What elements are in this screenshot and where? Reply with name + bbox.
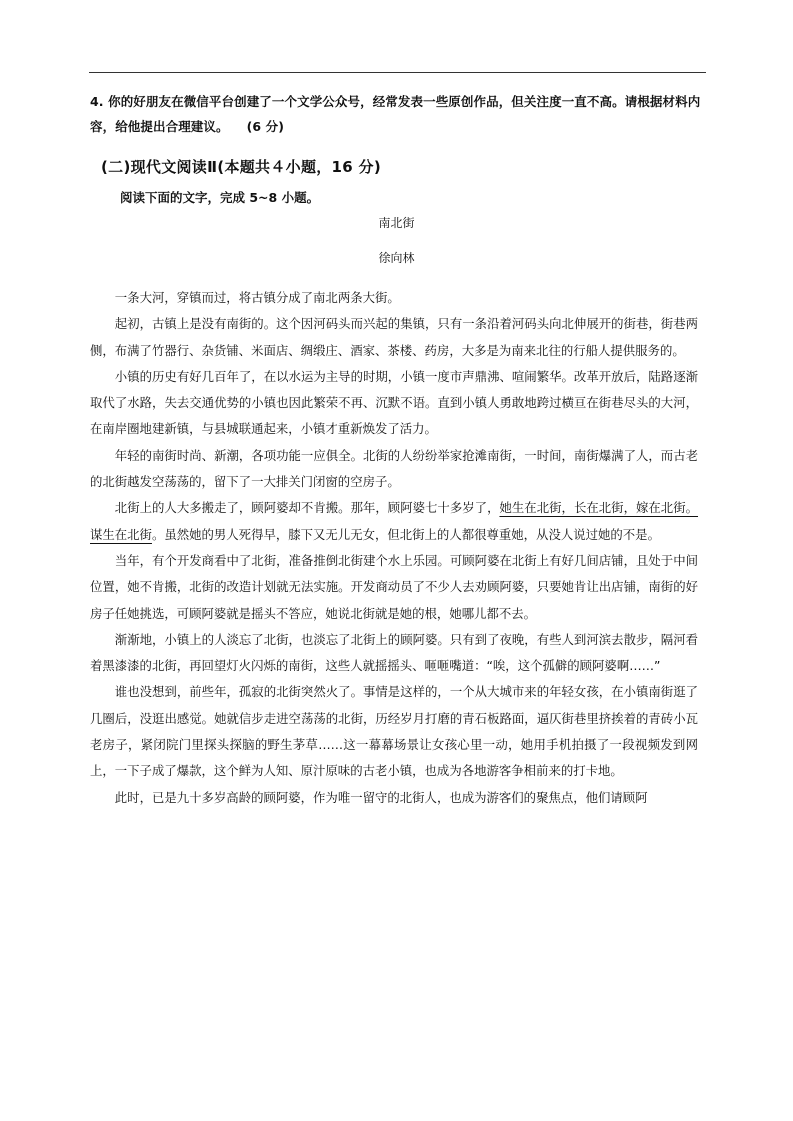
paragraph-6: 当年，有个开发商看中了北街，准备推倒北街建个水上乐园。可顾阿婆在北街上有好几间店铺，且处于中间位置，她不肯搬，北街的改造计划就无法实施。开发商动员了不少人去劝顾阿婆，只要她肯让出店铺，南街的好房子任她挑选，可顾阿婆就是摇头不答应，她说北街就是她的根，她哪儿都不去。 bbox=[90, 552, 698, 621]
question-4-score: (6 分) bbox=[246, 119, 285, 134]
paragraph-9: 此时，已是九十多岁高龄的顾阿婆，作为唯一留守的北街人，也成为游客们的聚焦点，他们请顾阿 bbox=[114, 789, 648, 805]
essay-body bbox=[90, 285, 698, 811]
section-title: (二)现代文阅读Ⅱ(本题共４小题，16 分) bbox=[101, 158, 381, 176]
question-4-text: 4. 你的好朋友在微信平台创建了一个文学公众号，经常发表一些原创作品，但关注度一直不高。请根据材料内容，给他提出合理建议。 bbox=[90, 94, 701, 134]
paragraph-5-end: 。虽然她的男人死得早，膝下又无儿无女，但北街上的人都很尊重她，从没人说过她的不是。 bbox=[151, 526, 660, 542]
paragraph-3: 小镇的历史有好几百年了，在以水运为主导的时期，小镇一度市声鼎沸、喧闹繁华。改革开放后，陆路逐渐取代了水路，失去交通优势的小镇也因此繁荣不再、沉默不语。直到小镇人勇敢地跨过横亘在街巷尽头的大河，在南岸圈地建新镇，与县城联通起来，小镇才重新焕发了活力。 bbox=[90, 368, 698, 437]
paragraph-5 bbox=[90, 495, 698, 548]
reading-instruction: 阅读下面的文字，完成 5~8 小题。 bbox=[120, 190, 320, 205]
essay-author: 徐向林 bbox=[378, 251, 415, 265]
paragraph-7: 渐渐地，小镇上的人淡忘了北街，也淡忘了北街上的顾阿婆。只有到了夜晚，有些人到河滨去散步，隔河看着黑漆漆的北街，再回望灯火闪烁的南街，这些人就摇摇头、咂咂嘴道：“唉，这个孤僻的顾阿婆啊……” bbox=[90, 631, 698, 674]
paragraph-2: 起初，古镇上是没有南街的。这个因河码头而兴起的集镇，只有一条沿着河码头向北伸展开的街巷，街巷两侧，布满了竹器行、杂货铺、米面店、绸缎庄、酒家、茶楼、药房，大多是为南来北往的行船人提供服务的。 bbox=[90, 316, 698, 358]
header-divider bbox=[89, 72, 706, 73]
paragraph-1: 一条大河，穿镇而过，将古镇分成了南北两条大街。 bbox=[114, 290, 400, 305]
paragraph-8: 谁也没想到，前些年，孤寂的北街突然火了。事情是这样的，一个从大城市来的年轻女孩，在小镇南街逛了几圈后，没逛出感觉。她就信步走进空荡荡的北街，历经岁月打磨的青石板路面，逼仄街巷里挤挨着的青砖小瓦老房子，紧闭院门里探头探脑的野生茅草……这一幕幕场景让女孩心里一动，她用手机拍摄了一段视频发到网上，一下子成了爆款，这个鲜为人知、原汁原味的古老小镇，也成为各地游客争相前来的打卡地。 bbox=[90, 684, 698, 779]
paragraph-5-start: 北街上的人大多搬走了，顾阿婆却不肯搬。那年，顾阿婆七十多岁了， bbox=[114, 500, 500, 516]
question-4 bbox=[90, 89, 710, 139]
essay-title: 南北街 bbox=[378, 216, 415, 230]
underlined-sentence: 她生在北街，长在北街，嫁在北街。谋生在北街 bbox=[90, 500, 699, 542]
paragraph-4: 年轻的南街时尚、新潮，各项功能一应俱全。北街的人纷纷举家抢滩南街，一时间，南街爆满了人，而古老的北街越发空荡荡的，留下了一大排关门闭窗的空房子。 bbox=[90, 447, 698, 490]
